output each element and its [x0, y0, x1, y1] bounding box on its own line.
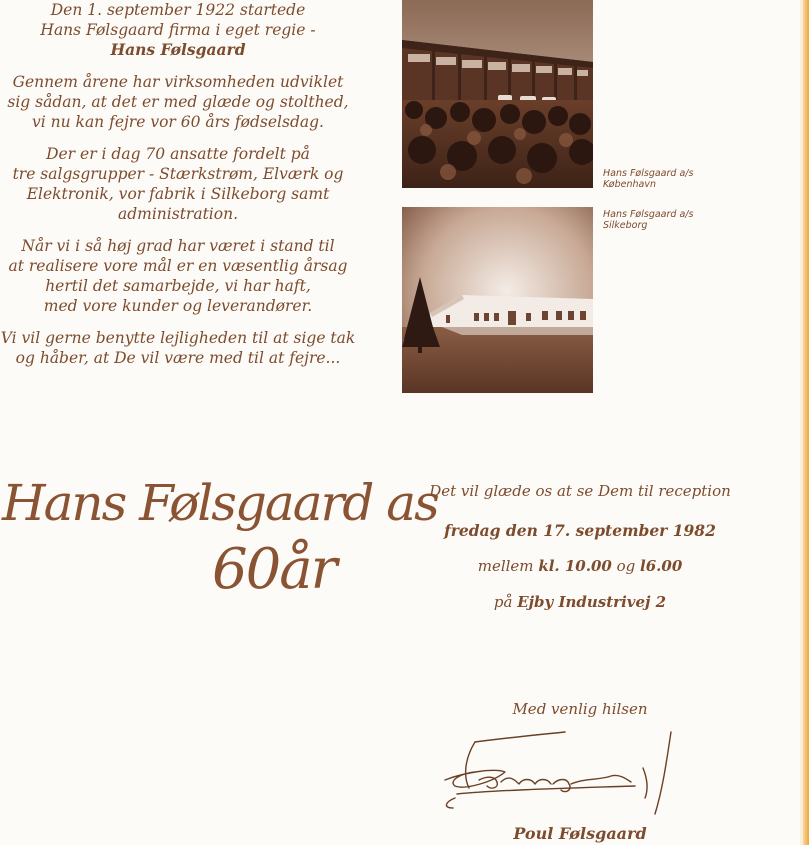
- closing-regards: Med venlig hilsen: [512, 700, 648, 718]
- anniversary-title: Hans Følsgaard as: [2, 474, 438, 532]
- intro-text: [0, 0, 368, 380]
- signer-name: Poul Følsgaard: [513, 824, 647, 843]
- founder-name: Hans Følsgaard: [110, 40, 246, 59]
- photo-silkeborg: [402, 207, 593, 393]
- intro-paragraph-4: Når vi i så høj grad har været i stand til at realisere vore mål er en væsentlig årsag hertil det samarbejde, vi har haft, med vore kunder og leverandører.: [8, 237, 348, 315]
- invitation-text: Det vil glæde os at se Dem til reception: [429, 482, 731, 500]
- caption-copenhagen: Hans Følsgaard a/s København: [603, 168, 694, 190]
- handwritten-signature: [435, 728, 685, 823]
- photo-copenhagen: [402, 0, 593, 188]
- paper-edge-orange: [803, 0, 809, 845]
- intro-paragraph-2: Gennem årene har virksomheden udviklet sig sådan, at det er med glæde og stolthed, vi nu kan fejre vor 60 års fødselsdag.: [7, 73, 349, 131]
- caption-silkeborg: Hans Følsgaard a/s Silkeborg: [603, 209, 694, 231]
- anniversary-years: 60år: [212, 537, 336, 602]
- silkeborg-factory-image: [402, 207, 593, 393]
- reception-place: på Ejby Industrivej 2: [493, 593, 667, 611]
- reception-date: fredag den 17. september 1982: [444, 521, 716, 540]
- intro-paragraph-5: Vi vil gerne benytte lejligheden til at sige tak og håber, at De vil være med til at fejre...: [0, 329, 356, 367]
- intro-paragraph-3: Der er i dag 70 ansatte fordelt på tre salgsgrupper - Stærkstrøm, Elværk og Elektronik, vor fabrik i Silkeborg samt administration.: [12, 145, 344, 223]
- intro-paragraph-1: Den 1. september 1922 startede Hans Følsgaard firma i eget regie - Hans Følsgaard: [40, 1, 316, 59]
- reception-time: mellem kl. 10.00 og l6.00: [477, 557, 683, 575]
- copenhagen-building-image: [402, 0, 593, 188]
